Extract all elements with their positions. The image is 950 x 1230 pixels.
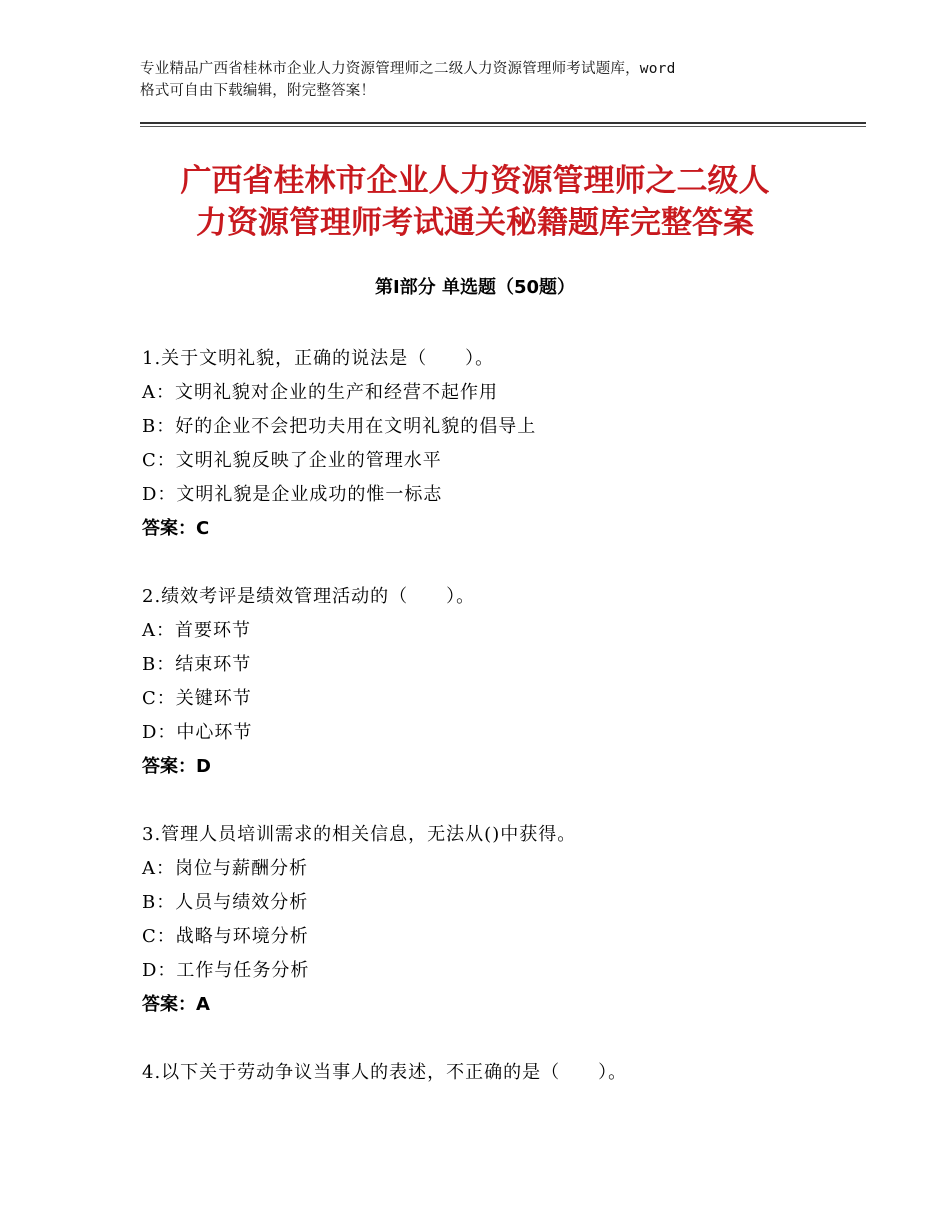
question-option-d: D：中心环节 bbox=[142, 722, 253, 743]
question-stem: 4.以下关于劳动争议当事人的表述，不正确的是（ ）。 bbox=[142, 1062, 628, 1083]
header-divider-thick bbox=[140, 122, 866, 124]
question-option-b: B：好的企业不会把功夫用在文明礼貌的倡导上 bbox=[142, 416, 537, 437]
question-stem: 1.关于文明礼貌，正确的说法是（ ）。 bbox=[142, 348, 495, 369]
question-option-d: D：文明礼貌是企业成功的惟一标志 bbox=[142, 484, 443, 505]
question-option-b: B：人员与绩效分析 bbox=[142, 892, 309, 913]
question-answer: 答案：A bbox=[142, 994, 210, 1015]
question-2 bbox=[142, 580, 842, 784]
question-answer: 答案：D bbox=[142, 756, 211, 777]
section-heading: 第Ⅰ部分 单选题（50题） bbox=[374, 277, 575, 298]
question-1 bbox=[142, 342, 842, 546]
question-option-a: A：首要环节 bbox=[142, 620, 251, 641]
question-option-c: C：关键环节 bbox=[142, 688, 252, 709]
question-stem: 2.绩效考评是绩效管理活动的（ ）。 bbox=[142, 586, 476, 607]
question-3 bbox=[142, 818, 842, 1022]
document-title-line-1: 广西省桂林市企业人力资源管理师之二级人 bbox=[180, 163, 770, 199]
question-option-a: A：岗位与薪酬分析 bbox=[142, 858, 308, 879]
header-divider-thin bbox=[140, 126, 866, 127]
question-answer: 答案：C bbox=[142, 518, 210, 539]
header-note bbox=[140, 58, 820, 102]
question-option-c: C：文明礼貌反映了企业的管理水平 bbox=[142, 450, 442, 471]
question-4 bbox=[142, 1056, 842, 1090]
document-title-line-2: 力资源管理师考试通关秘籍题库完整答案 bbox=[196, 205, 754, 241]
document-title bbox=[100, 160, 850, 244]
question-option-a: A：文明礼貌对企业的生产和经营不起作用 bbox=[142, 382, 498, 403]
question-option-b: B：结束环节 bbox=[142, 654, 252, 675]
header-note-line-2: 格式可自由下载编辑，附完整答案！ bbox=[140, 83, 376, 99]
question-list bbox=[142, 342, 842, 1124]
question-option-d: D：工作与任务分析 bbox=[142, 960, 310, 981]
header-note-line-1: 专业精品广西省桂林市企业人力资源管理师之二级人力资源管理师考试题库，word bbox=[140, 61, 676, 77]
question-option-c: C：战略与环境分析 bbox=[142, 926, 309, 947]
question-stem: 3.管理人员培训需求的相关信息，无法从()中获得。 bbox=[142, 824, 577, 845]
